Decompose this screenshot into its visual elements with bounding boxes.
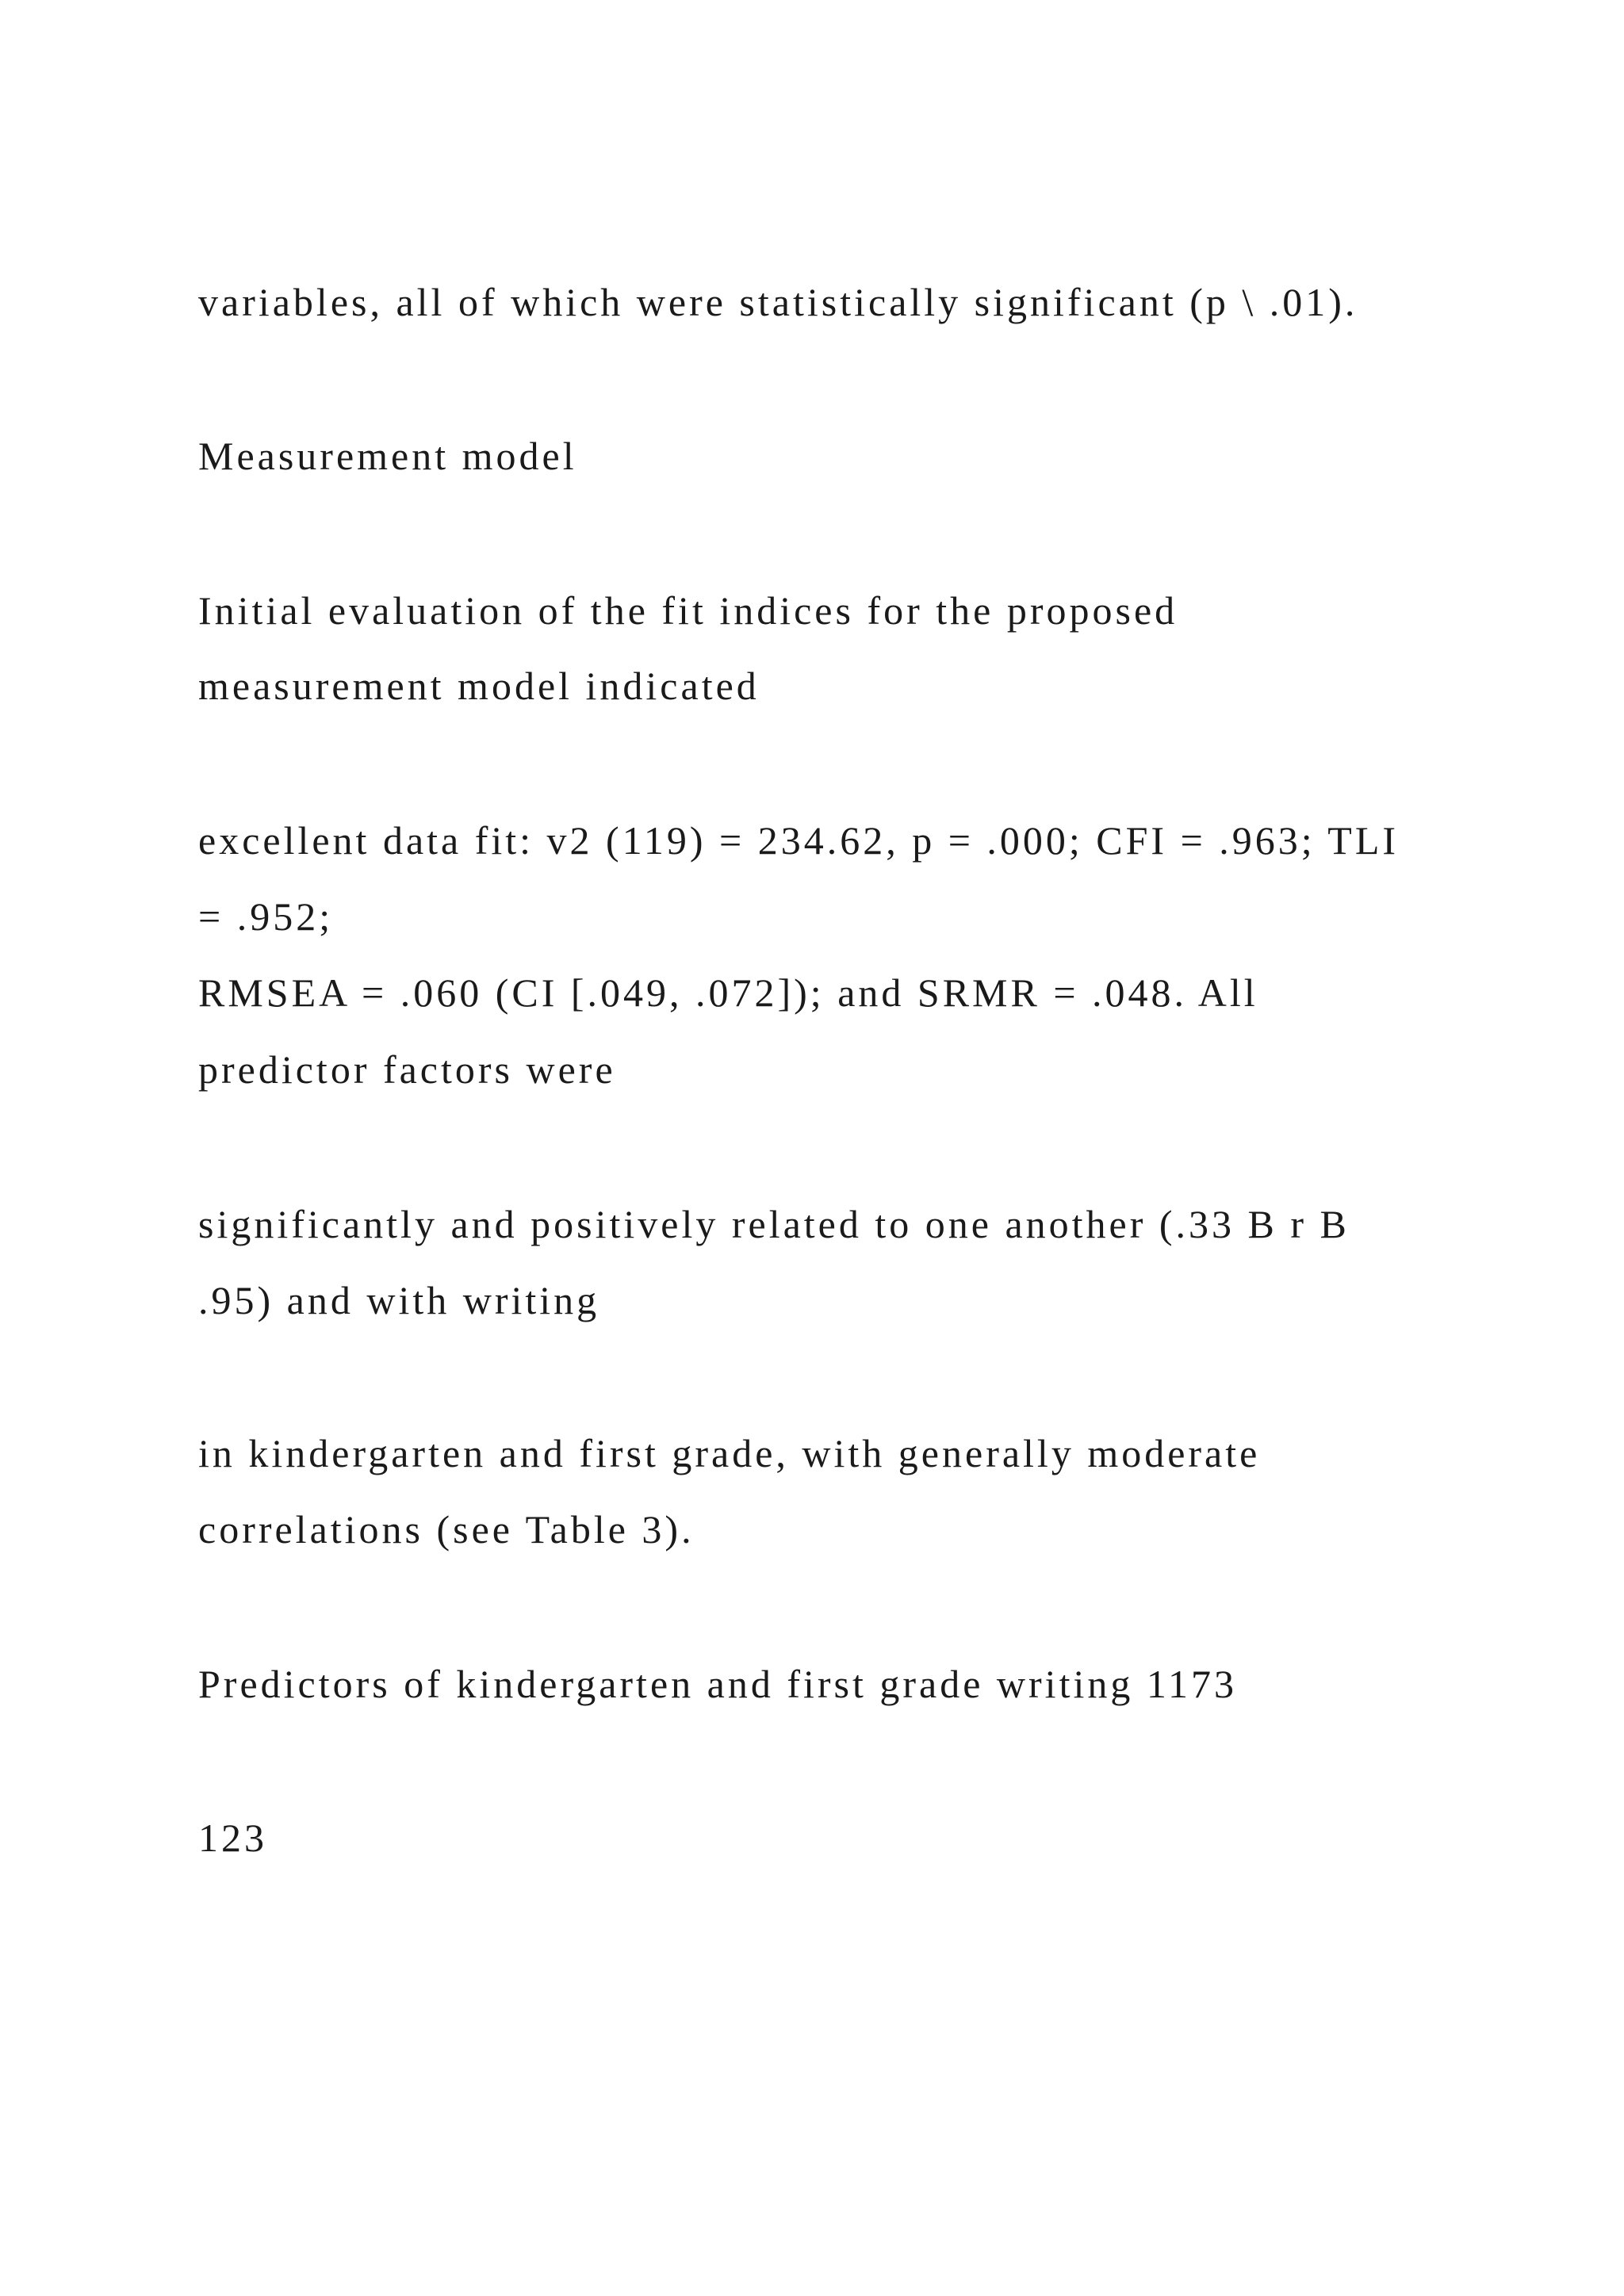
section-heading-measurement-model: Measurement model	[198, 434, 577, 478]
text-line-fit-statistics: excellent data fit: v2 (119) = 234.62, p = .000; CFI = .963; TLI	[198, 818, 1400, 863]
text-line-tli-value: = .952;	[198, 894, 334, 939]
text-line-significantly-related: significantly and positively related to one another (.33 B r B	[198, 1202, 1350, 1246]
text-line-results-end: variables, all of which were statistically significant (p \ .01).	[198, 280, 1358, 324]
text-line-with-writing: .95) and with writing	[198, 1278, 600, 1322]
text-line-predictor-factors: predictor factors were	[198, 1047, 616, 1092]
text-line-measurement-model-indicated: measurement model indicated	[198, 664, 760, 708]
page-number: 123	[198, 1816, 267, 1860]
text-line-kindergarten-first-grade: in kindergarten and first grade, with generally moderate	[198, 1431, 1261, 1475]
text-line-rmsea: RMSEA = .060 (CI [.049, .072]); and SRMR = .048. All	[198, 970, 1258, 1015]
text-line-initial-evaluation: Initial evaluation of the fit indices for the proposed	[198, 588, 1178, 633]
text-line-correlations-table: correlations (see Table 3).	[198, 1507, 695, 1552]
running-header: Predictors of kindergarten and first grade writing 1173	[198, 1662, 1237, 1706]
